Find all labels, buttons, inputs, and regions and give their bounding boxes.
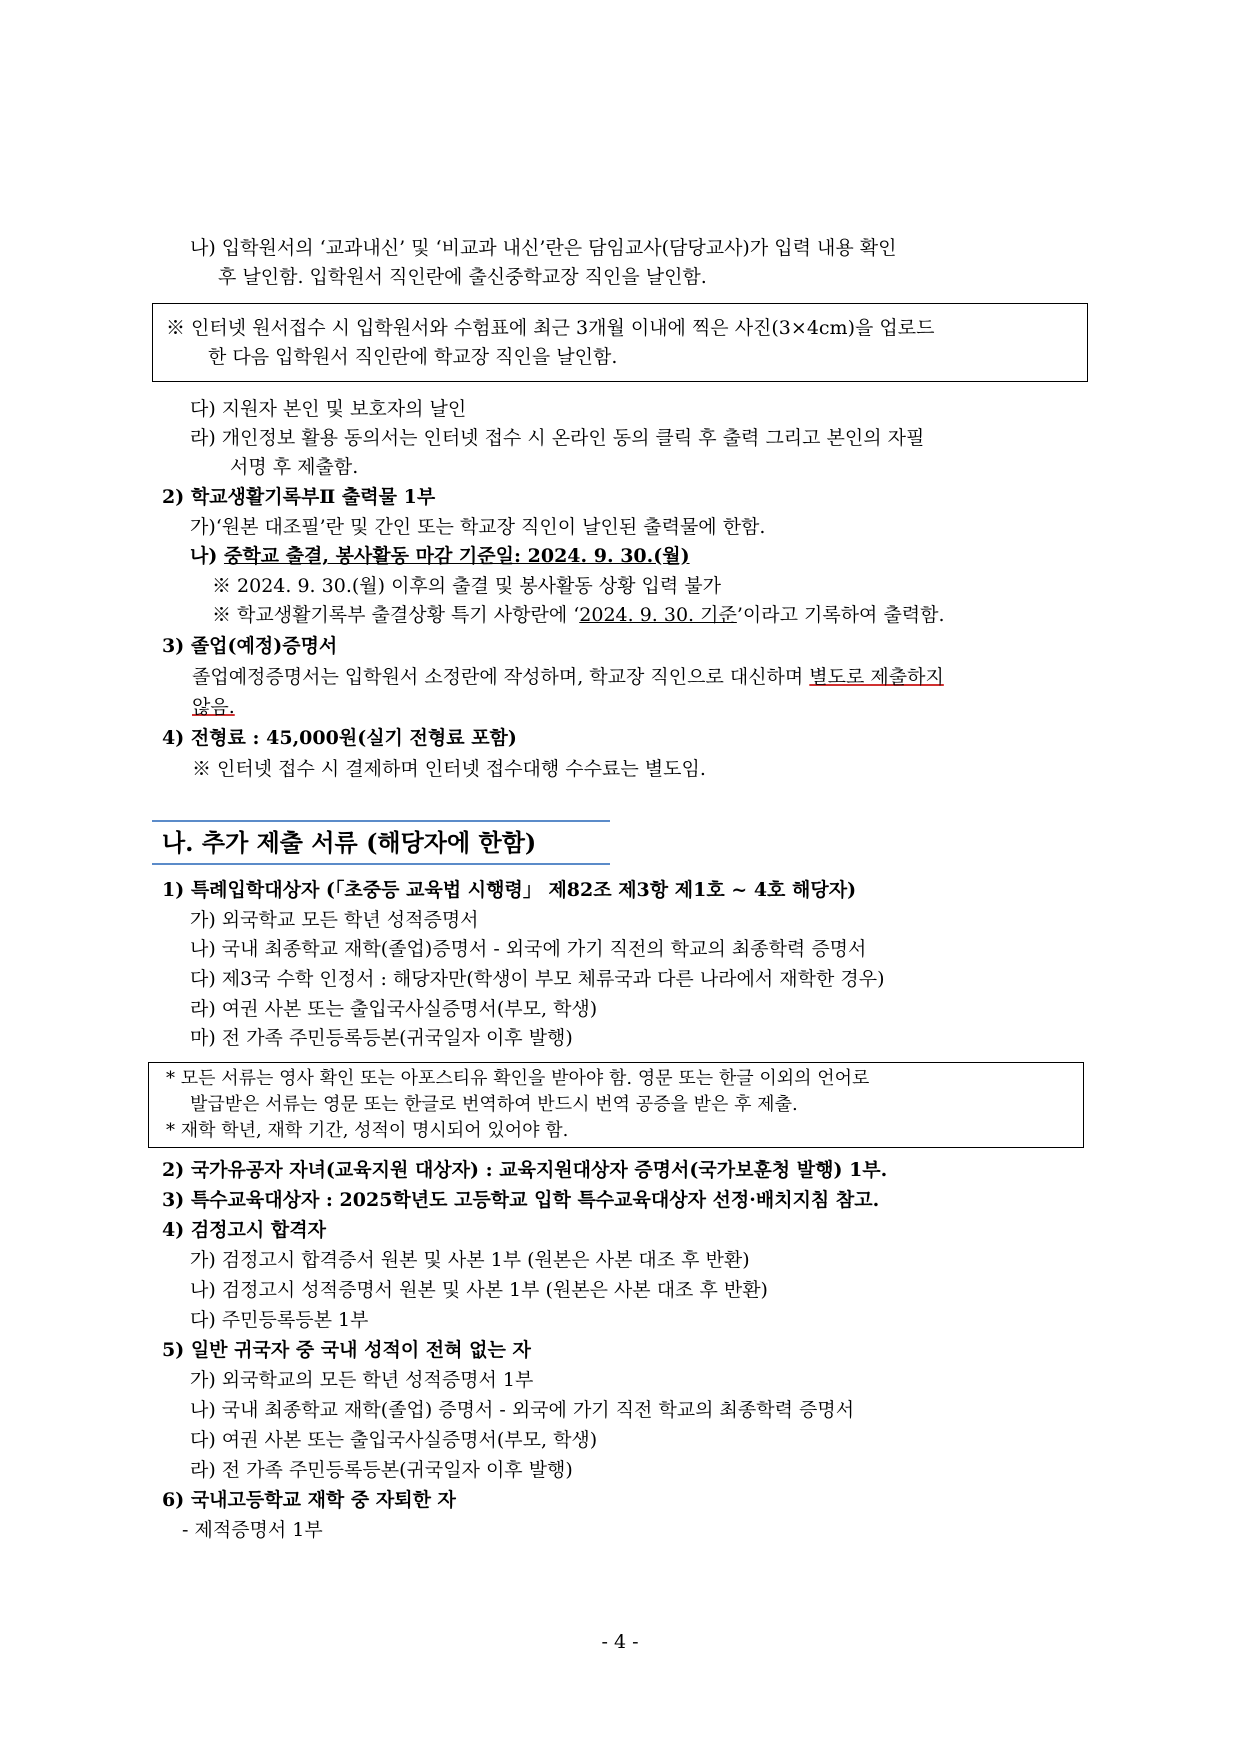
text-line: 다) 주민등록등본 1부 [190, 1309, 369, 1331]
underlined-text: 별도로 제출하지 [809, 666, 944, 688]
underlined-text: 않음. [192, 696, 235, 718]
text-line: 후 날인함. 입학원서 직인란에 출신중학교장 직인을 날인함. [218, 266, 707, 288]
text-line: 마) 전 가족 주민등록등본(귀국일자 이후 발행) [190, 1027, 573, 1049]
notice-text: 발급받은 서류는 영문 또는 한글로 번역하여 반드시 번역 공증을 받은 후 제출. [190, 1094, 798, 1115]
text-line: 가) 외국학교 모든 학년 성적증명서 [190, 909, 479, 931]
text-line: 나) 입학원서의 ‘교과내신’ 및 ‘비교과 내신’란은 담임교사(담당교사)가 입력 내용 확인 [190, 237, 897, 259]
item-heading: 4) 검정고시 합격자 [162, 1219, 326, 1241]
section-title: 나. 추가 제출 서류 (해당자에 한함) [162, 828, 537, 857]
text-line: 라) 전 가족 주민등록등본(귀국일자 이후 발행) [190, 1459, 573, 1481]
notice-text: * 모든 서류는 영사 확인 또는 아포스티유 확인을 받아야 함. 영문 또는 한글 이외의 언어로 [166, 1068, 870, 1089]
text-prefix: 졸업예정증명서는 입학원서 소정란에 작성하며, 학교장 직인으로 대신하며 [192, 666, 810, 688]
text-line: 가)‘원본 대조필’란 및 간인 또는 학교장 직인이 날인된 출력물에 한함. [190, 516, 766, 538]
section-rule-bottom [152, 863, 610, 865]
note-underlined: 2024. 9. 30. 기준 [579, 604, 737, 626]
item-heading: 4) 전형료 : 45,000원(실기 전형료 포함) [162, 727, 517, 749]
note-line: ※ 2024. 9. 30.(월) 이후의 출결 및 봉사활동 상황 입력 불가 [212, 575, 721, 597]
text-line: 라) 여권 사본 또는 출입국사실증명서(부모, 학생) [190, 998, 598, 1020]
note-suffix: ’이라고 기록하여 출력함. [736, 604, 945, 626]
text-line: 다) 제3국 수학 인정서 : 해당자만(학생이 부모 체류국과 다른 나라에서 재학한 경우) [190, 968, 885, 990]
text-line [192, 694, 235, 720]
deadline-underlined: 중학교 출결, 봉사활동 마감 기준일: 2024. 9. 30.(월) [223, 545, 690, 567]
item-heading: 5) 일반 귀국자 중 국내 성적이 전혀 없는 자 [162, 1339, 531, 1361]
text-line: 서명 후 제출함. [230, 456, 359, 478]
section-rule-top [152, 820, 610, 822]
note-line [212, 602, 945, 628]
text-line: - 제적증명서 1부 [182, 1519, 323, 1541]
text-line: 다) 지원자 본인 및 보호자의 날인 [190, 398, 467, 420]
text-line: 나) 검정고시 성적증명서 원본 및 사본 1부 (원본은 사본 대조 후 반환) [190, 1279, 768, 1301]
note-line: ※ 인터넷 접수 시 결제하며 인터넷 접수대행 수수료는 별도임. [192, 758, 706, 780]
item-heading: 2) 학교생활기록부Ⅱ 출력물 1부 [162, 486, 436, 508]
text-line: 나) 국내 최종학교 재학(졸업) 증명서 - 외국에 가기 직전 학교의 최종학력 증명서 [190, 1399, 855, 1421]
text-line: 가) 검정고시 합격증서 원본 및 사본 1부 (원본은 사본 대조 후 반환) [190, 1249, 750, 1271]
text-line [192, 664, 944, 690]
text-line: 다) 여권 사본 또는 출입국사실증명서(부모, 학생) [190, 1429, 598, 1451]
notice-text: * 재학 학년, 재학 기간, 성적이 명시되어 있어야 함. [166, 1120, 569, 1141]
item-heading: 6) 국내고등학교 재학 중 자퇴한 자 [162, 1489, 456, 1511]
text-line: 라) 개인정보 활용 동의서는 인터넷 접수 시 온라인 동의 클릭 후 출력 그리고 본인의 자필 [190, 427, 925, 449]
item-heading: 3) 졸업(예정)증명서 [162, 635, 338, 657]
page-number: - 4 - [601, 1631, 639, 1653]
item-heading: 2) 국가유공자 자녀(교육지원 대상자) : 교육지원대상자 증명서(국가보훈청 발행) 1부. [162, 1159, 888, 1181]
prefix: 나) [190, 545, 224, 567]
note-prefix: ※ 학교생활기록부 출결상황 특기 사항란에 ‘ [212, 604, 580, 626]
item-heading: 3) 특수교육대상자 : 2025학년도 고등학교 입학 특수교육대상자 선정·배치지침 참고. [162, 1189, 880, 1211]
text-line: 나) 국내 최종학교 재학(졸업)증명서 - 외국에 가기 직전의 학교의 최종학력 증명서 [190, 938, 867, 960]
text-line: 가) 외국학교의 모든 학년 성적증명서 1부 [190, 1369, 534, 1391]
item-heading: 1) 특례입학대상자 (「초중등 교육법 시행령」 제82조 제3항 제1호 ~ 4호 해당자) [162, 879, 857, 901]
deadline-line [190, 543, 690, 569]
notice-text: ※ 인터넷 원서접수 시 입학원서와 수험표에 최근 3개월 이내에 찍은 사진(3×4cm)을 업로드 [166, 317, 935, 339]
notice-text: 한 다음 입학원서 직인란에 학교장 직인을 날인함. [208, 346, 618, 368]
